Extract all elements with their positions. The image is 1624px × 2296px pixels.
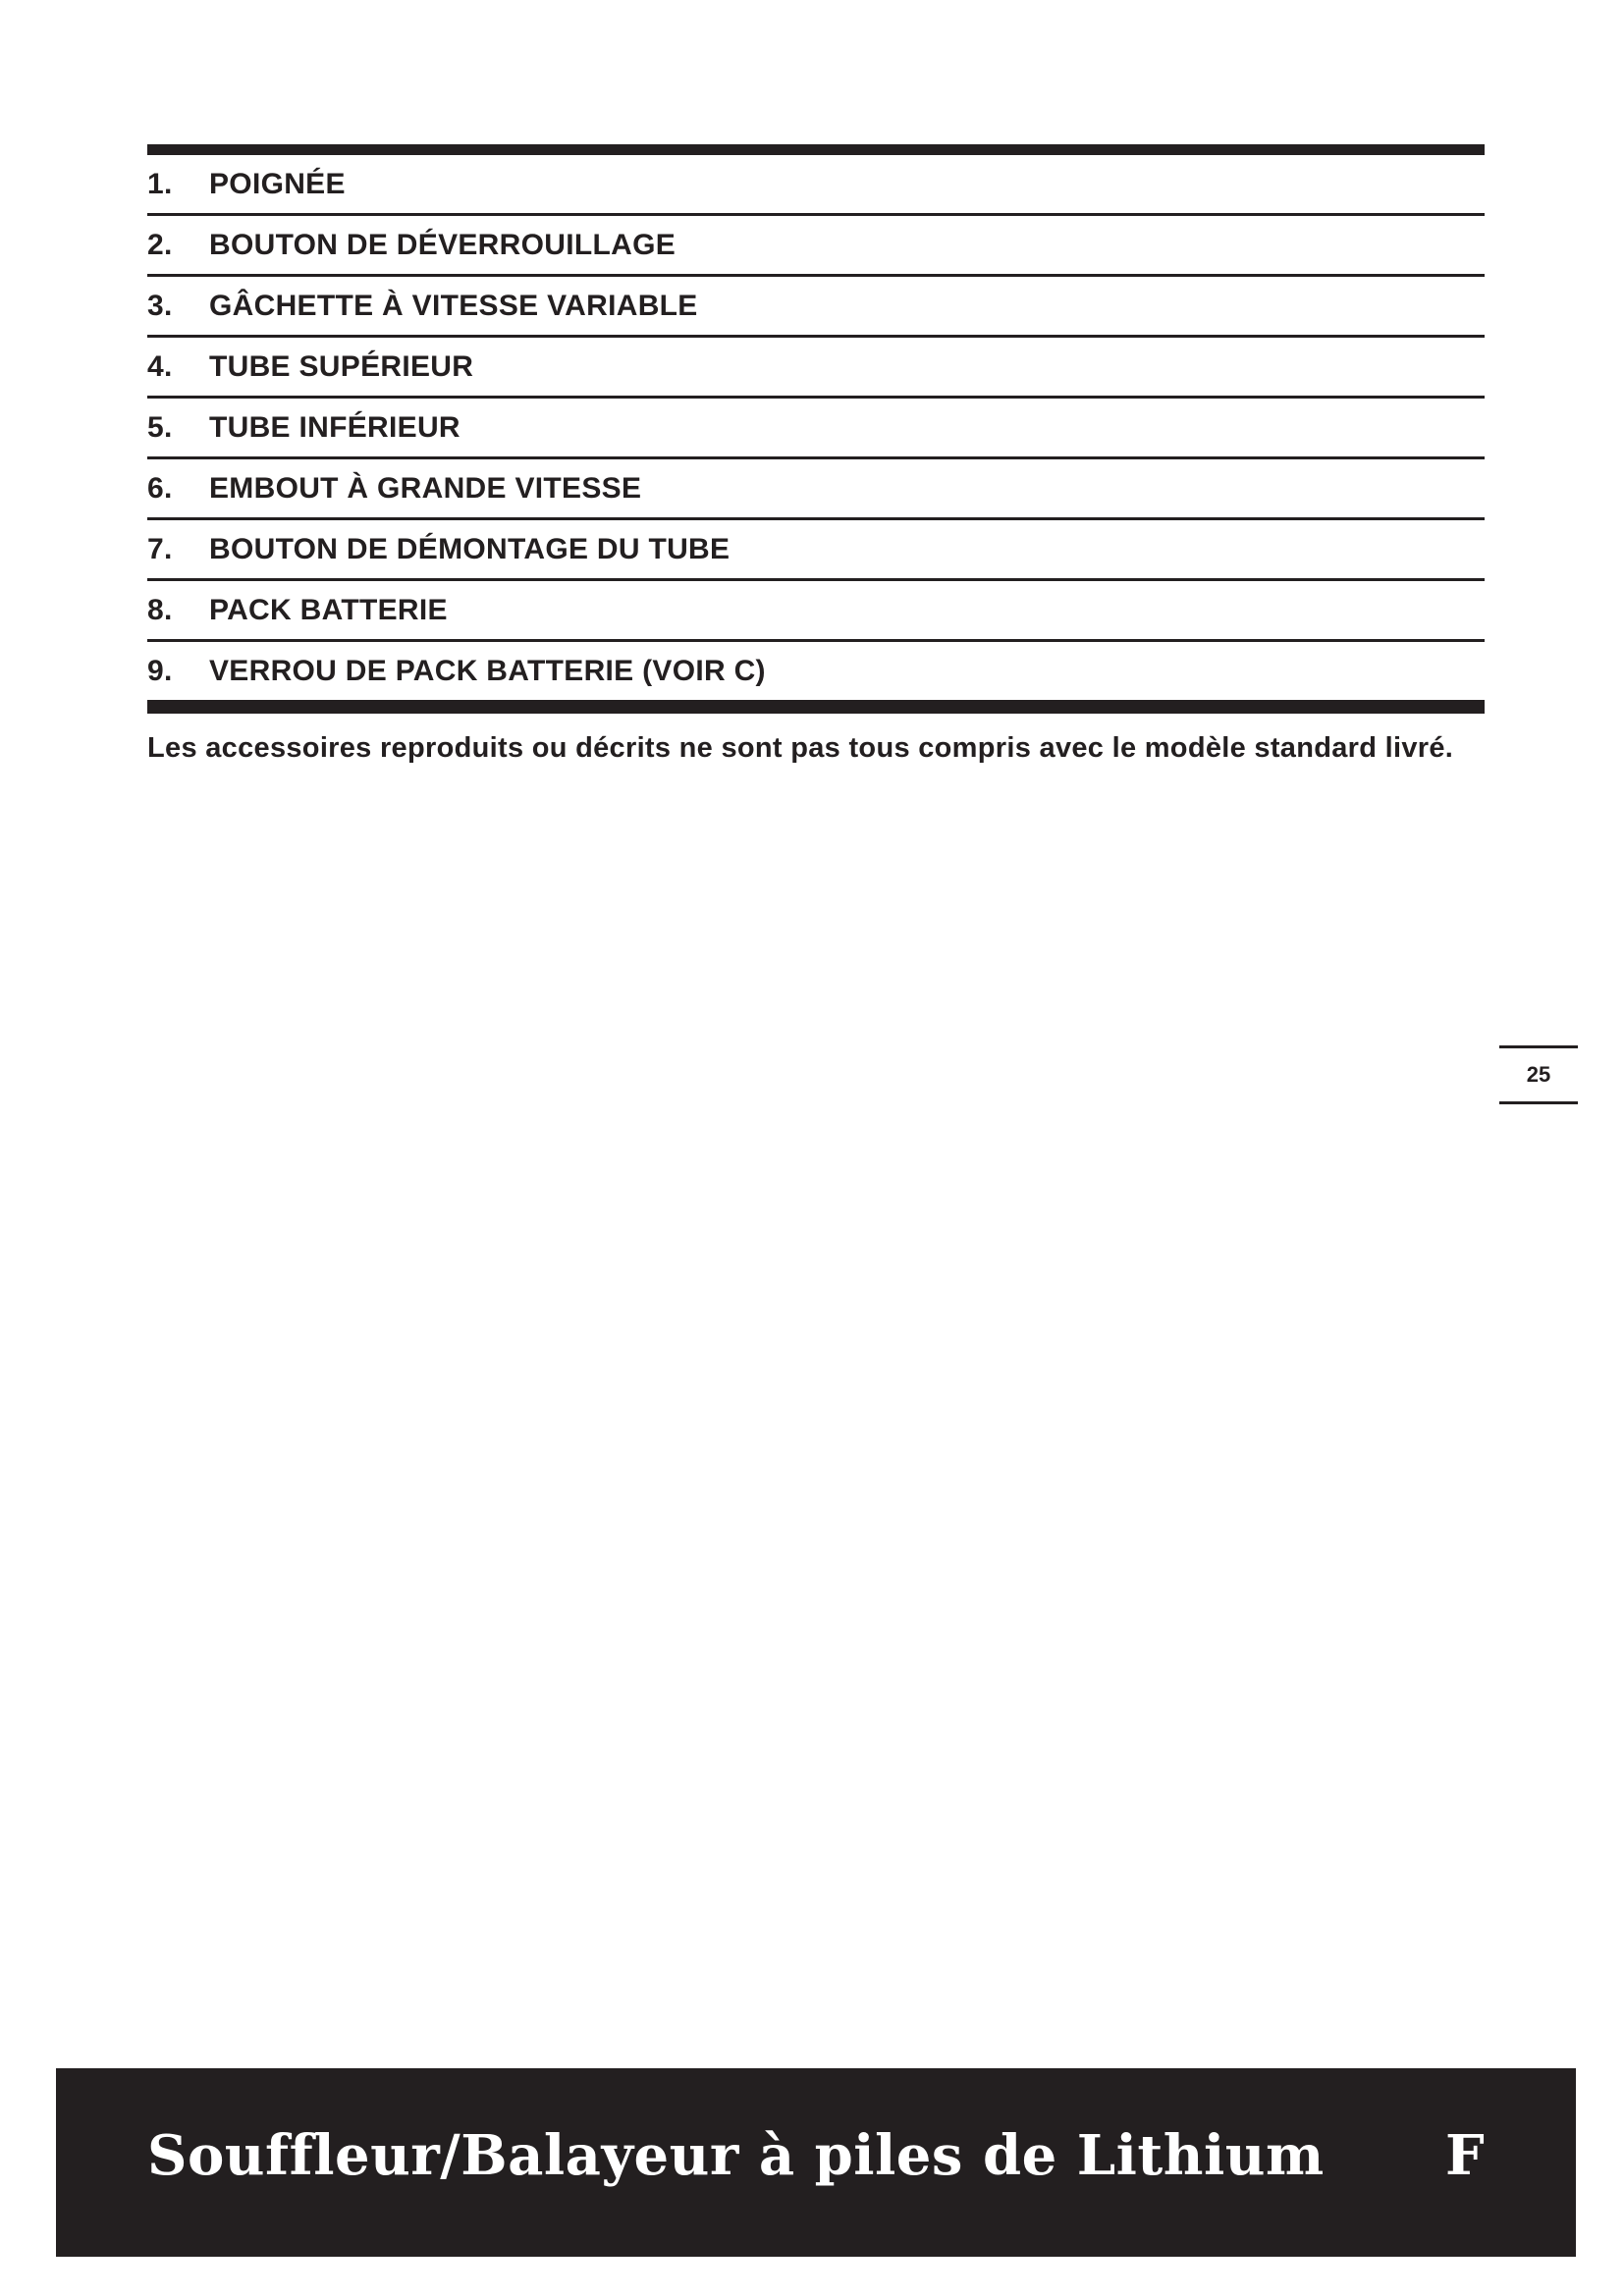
part-row: [147, 581, 1485, 642]
part-row: [147, 459, 1485, 520]
part-row: [147, 338, 1485, 399]
part-row: [147, 277, 1485, 338]
part-row: [147, 155, 1485, 216]
part-label: VERROU DE PACK BATTERIE (VOIR C): [209, 654, 766, 687]
page-number-text: 25: [1526, 1062, 1551, 1087]
part-label: BOUTON DE DÉMONTAGE DU TUBE: [209, 532, 731, 565]
footer-bar: [56, 2068, 1576, 2257]
part-number: 7.: [147, 532, 173, 565]
part-number: 5.: [147, 410, 173, 444]
accessories-note: Les accessoires reproduits ou décrits ne sont pas tous compris avec le modèle standard livré.: [147, 732, 1454, 764]
top-rule: [147, 144, 1485, 155]
part-label: EMBOUT À GRANDE VITESSE: [209, 471, 642, 505]
part-number: 1.: [147, 167, 173, 200]
part-number: 8.: [147, 593, 173, 626]
page-number: [1499, 1045, 1578, 1104]
part-row: [147, 216, 1485, 277]
bottom-rule: [147, 703, 1485, 714]
part-label: TUBE SUPÉRIEUR: [209, 349, 474, 383]
part-label: GÂCHETTE À VITESSE VARIABLE: [209, 289, 698, 322]
part-label: BOUTON DE DÉVERROUILLAGE: [209, 228, 677, 261]
part-number: 2.: [147, 228, 173, 261]
part-label: PACK BATTERIE: [209, 593, 448, 626]
part-row: [147, 642, 1485, 703]
part-number: 9.: [147, 654, 173, 687]
parts-list: [147, 144, 1485, 714]
part-label: TUBE INFÉRIEUR: [209, 410, 460, 444]
part-number: 4.: [147, 349, 173, 383]
part-number: 3.: [147, 289, 173, 322]
language-code: F: [1445, 2123, 1485, 2188]
part-row: [147, 399, 1485, 459]
part-row: [147, 520, 1485, 581]
part-label: POIGNÉE: [209, 167, 346, 200]
footer-title: Souffleur/Balayeur à piles de Lithium: [147, 2123, 1325, 2188]
part-number: 6.: [147, 471, 173, 505]
